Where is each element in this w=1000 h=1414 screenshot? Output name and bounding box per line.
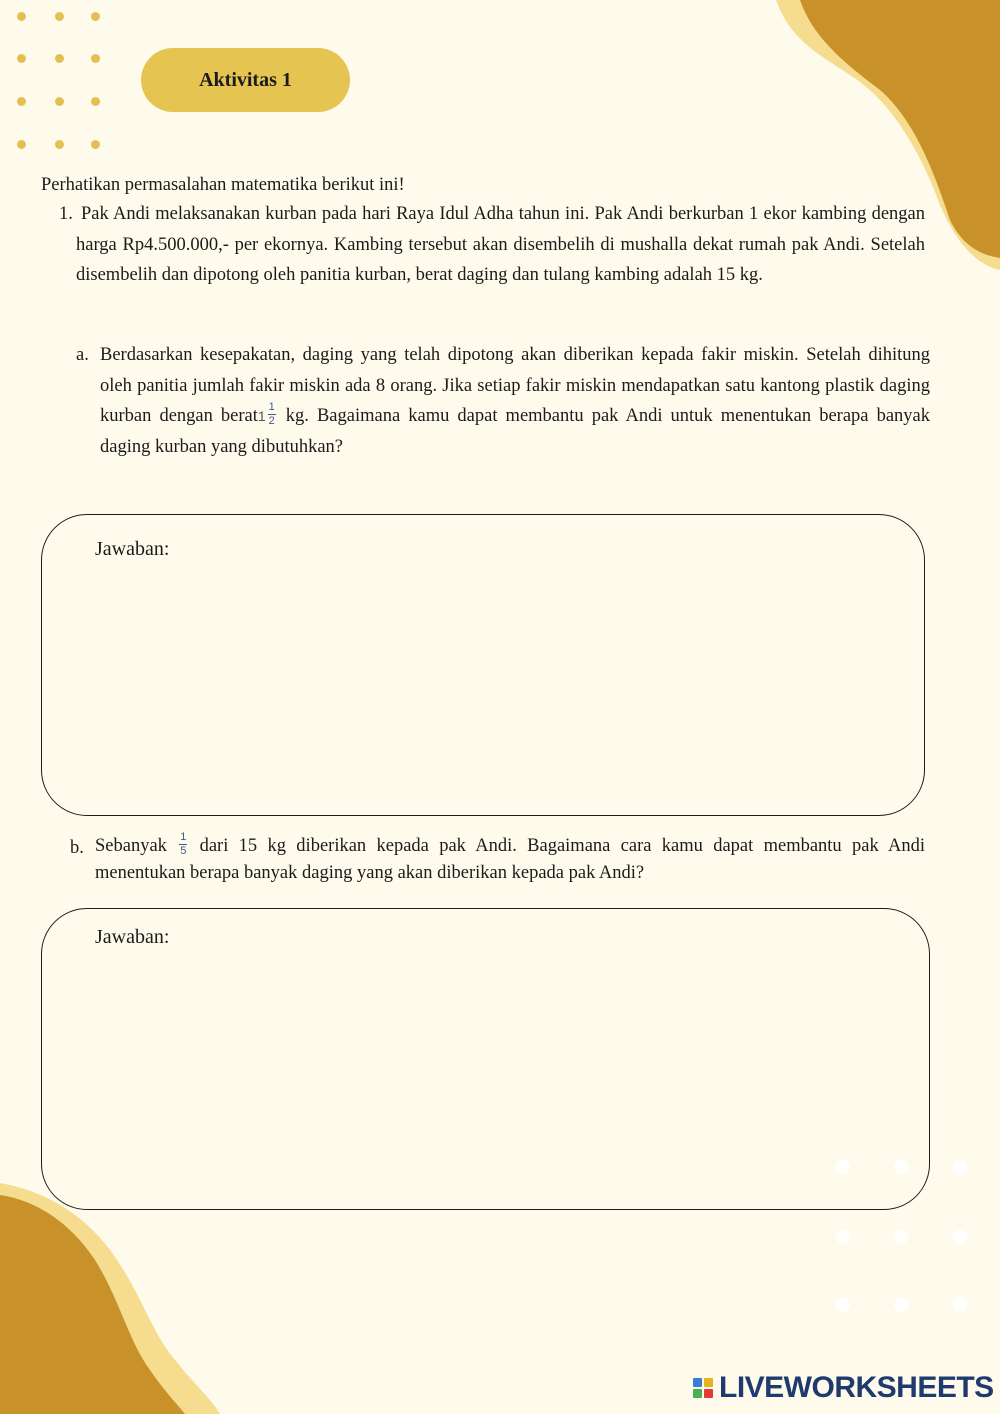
question-a-text [100, 340, 930, 462]
answer-a-box[interactable] [41, 514, 925, 816]
question-b-text-after: dari 15 kg diberikan kepada pak Andi. Bagaimana cara kamu dapat membantu pak Andi menentukan berapa banyak daging yang akan diberikan kepada pak Andi? [95, 836, 926, 883]
question-a-fraction [268, 402, 276, 427]
question-b-text [95, 833, 925, 887]
question-b-fraction [179, 832, 187, 857]
answer-b-box[interactable] [41, 908, 930, 1210]
liveworksheets-logo[interactable] [693, 1370, 994, 1406]
question-b-text-before: Sebanyak [95, 836, 167, 856]
activity-title-badge [141, 48, 350, 112]
question-a-text-after: kg. Bagaimana kamu dapat membantu pak Andi untuk menentukan berapa banyak daging kurban yang dibutuhkan? [100, 406, 930, 457]
question-b-marker: b. [70, 838, 84, 858]
question-a-marker: a. [76, 345, 89, 365]
answer-a-label: Jawaban: [95, 538, 170, 560]
question-b-fraction-denominator: 5 [180, 845, 187, 858]
liveworksheets-brand: LIVEWORKSHEETS [719, 1371, 994, 1404]
question-a-text-before: Berdasarkan kesepakatan, daging yang telah dipotong akan diberikan kepada fakir miskin. Setelah dihitung oleh panitia jumlah fakir miskin ada 8 orang. Jika setiap fakir miskin mendapatkan satu kantong plastik daging kurban dengan berat [100, 345, 930, 426]
liveworksheets-logo-icon [693, 1378, 713, 1398]
problem-number: 1. [59, 204, 73, 224]
question-a-mixed-whole: 1 [257, 408, 266, 424]
question-b-fraction-numerator: 1 [180, 831, 187, 844]
answer-b-label: Jawaban: [95, 926, 170, 948]
problem-text: Pak Andi melaksanakan kurban pada hari Raya Idul Adha tahun ini. Pak Andi berkurban 1 ekor kambing dengan harga Rp4.500.000,- per ekornya. Kambing tersebut akan disembelih di mushalla dekat rumah pak Andi. Setelah disembelih dan dipotong oleh panitia kurban, berat daging dan tulang kambing adalah 15 kg. [76, 204, 925, 285]
intro-text: Perhatikan permasalahan matematika berikut ini! [41, 175, 405, 195]
activity-title: Aktivitas 1 [199, 68, 292, 91]
question-a-fraction-numerator: 1 [268, 401, 275, 414]
question-a-fraction-denominator: 2 [268, 415, 275, 428]
